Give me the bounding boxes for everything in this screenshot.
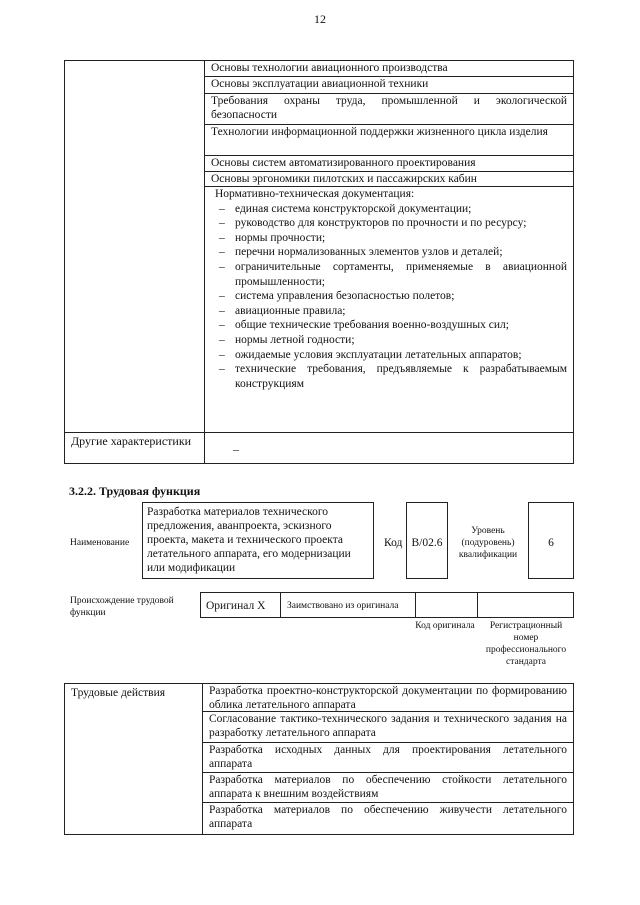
list-item: – нормы летной годности; [215,333,567,348]
list-item: – технические требования, предъявляемые к разрабатываемым конструкциям [215,362,567,391]
section-title: 3.2.2. Трудовая функция [69,484,201,498]
cell-divider [415,593,416,617]
knowledge-item: Основы систем автоматизированного проектирования [205,156,573,172]
code-box [406,502,448,579]
normative-list [215,202,567,392]
function-name-box [142,502,374,579]
actions-label: Трудовые действия [71,687,166,699]
function-name: Разработка материалов технического предложения, аванпроекта, эскизного проекта, макета и технического проекта летательного аппарата, его модернизации или модификации [147,506,351,574]
list-item: – авиационные правила; [215,304,567,319]
list-item: – общие технические требования военно-воздушных сил; [215,318,567,333]
code-original-label: Код оригинала [415,621,475,631]
borrowed-label: Заимствовано из оригинала [287,601,399,611]
actions-table [64,683,574,835]
normative-heading: Нормативно-техническая документация: [215,188,415,200]
name-label: Наименование [70,538,130,548]
original-mark: X [257,600,266,612]
cell-divider [280,593,281,617]
list-item: – перечни нормализованных элементов узлов и деталей; [215,245,567,260]
cell-divider [477,593,478,617]
list-item: – ожидаемые условия эксплуатации летательных аппаратов; [215,348,567,363]
action-item: Разработка проектно-конструкторской документации по формированию облика летательного аппарата [203,684,573,712]
knowledge-item: Основы эксплуатации авиационной техники [205,77,573,94]
level-label: Уровень (подуровень) квалификации [458,526,518,560]
list-item: – нормы прочности; [215,231,567,246]
list-item: – ограничительные сортаменты, применяемые в авиационной промышленности; [215,260,567,289]
row-divider [65,432,573,433]
action-item: Разработка материалов по обеспечению стойкости летательного аппарата к внешним воздействиям [203,773,573,803]
code-label: Код [384,537,403,549]
page-number: 12 [314,12,326,26]
action-item: Разработка материалов по обеспечению живучести летательного аппарата [209,804,567,830]
list-item: – руководство для конструкторов по прочности и по ресурсу; [215,216,567,231]
knowledge-item: Технологии информационной поддержки жизненного цикла изделия [205,125,573,156]
original-cell [206,599,265,613]
reg-number-label: Регистрационный номер профессионального стандарта [485,621,567,667]
origin-table [200,592,574,618]
knowledge-item: Основы эргономики пилотских и пассажирских кабин [205,172,573,187]
action-item: Разработка исходных данных для проектирования летательного аппарата [203,743,573,773]
action-item: Согласование тактико-технического задания и технического задания на разработку летательного аппарата [203,712,573,743]
normative-docs [205,187,573,391]
original-label: Оригинал [206,600,255,612]
other-characteristics-value: – [233,442,239,456]
list-item: – система управления безопасностью полетов; [215,289,567,304]
level-value: 6 [548,537,554,549]
knowledge-item: Основы технологии авиационного производства [205,61,573,77]
knowledge-item: Требования охраны труда, промышленной и экологической безопасности [205,94,573,125]
code-value: В/02.6 [411,537,443,549]
knowledge-table [64,60,574,464]
other-characteristics-label: Другие характеристики [71,434,192,448]
list-item: – единая система конструкторской документации; [215,202,567,217]
origin-label: Происхождение трудовой функции [70,596,174,618]
level-box [528,502,574,579]
